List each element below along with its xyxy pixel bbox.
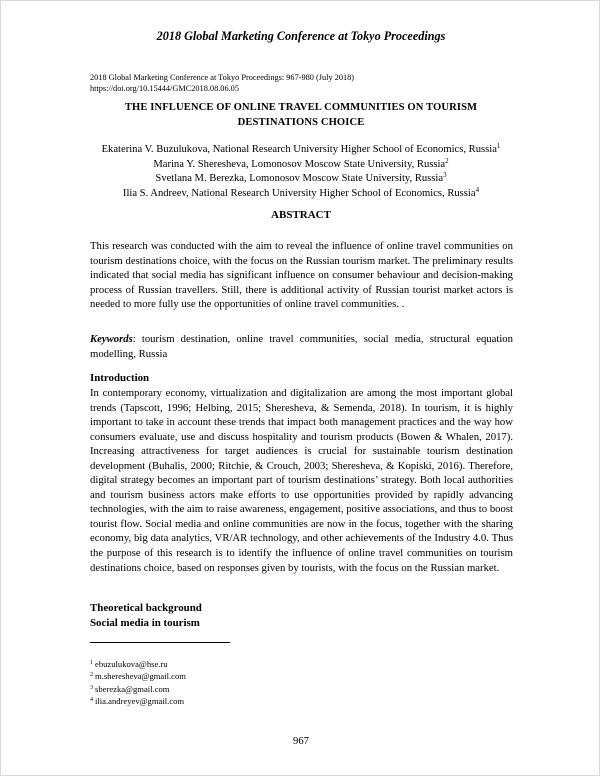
footnote-marker: 3 <box>443 171 447 180</box>
page-number: 967 <box>293 736 309 747</box>
abstract-heading: ABSTRACT <box>271 209 331 221</box>
footnote-email[interactable]: m.sheresheva@gmail.com <box>95 671 186 682</box>
theoretical-background-heading: Theoretical background <box>90 602 202 614</box>
citation-line: 2018 Global Marketing Conference at Tokyo Proceedings: 967-980 (July 2018) <box>90 73 355 82</box>
footnote-number: 2 <box>90 672 93 679</box>
footnote-number: 4 <box>90 696 93 703</box>
footnotes <box>90 658 186 707</box>
author-affiliation: Marina Y. Sheresheva, Lomonosov Moscow State University, Russia <box>153 158 446 170</box>
footnote <box>90 658 186 670</box>
author-affiliation: Ilia S. Andreev, National Research University Higher School of Economics, Russia <box>122 187 476 199</box>
footnote-number: 1 <box>90 660 93 666</box>
author-affiliation: Svetlana M. Berezka, Lomonosov Moscow State University, Russia <box>155 173 444 185</box>
footnote <box>90 683 186 695</box>
footnote-email[interactable]: ebuzulukova@hse.ru <box>95 659 168 669</box>
running-header: 2018 Global Marketing Conference at Tokyo Proceedings <box>156 29 446 43</box>
author-affiliation: Ekaterina V. Buzulukova, National Research University Higher School of Economics, Russia <box>101 144 497 155</box>
abstract-text: This research was conducted with the aim to reveal the influence of online travel communities on tourism destinations choice, with the focus on the Russian tourism market. The preliminary results indicated that social media has significant influence on consumer behaviour and decision-making process of Russian travellers. Still, there is additional activity of Russian tourist market actors is needed to more fully use the opportunities of online travel communities. . <box>90 240 513 311</box>
keywords-label: Keywords <box>90 333 133 345</box>
footnote <box>90 695 186 707</box>
footnote-number: 3 <box>90 684 93 691</box>
social-media-subheading: Social media in tourism <box>90 617 200 629</box>
author-line <box>61 172 541 187</box>
footnote-marker: 1 <box>496 142 501 150</box>
footnote-marker: 2 <box>445 156 449 165</box>
footnote-email[interactable]: ilia.andreyev@gmail.com <box>95 695 185 706</box>
paper-title-line: THE INFLUENCE OF ONLINE TRAVEL COMMUNITIES ON TOURISM <box>124 102 478 113</box>
keywords-text: : tourism destination, online travel communities, social media, structural equation modelling, Russia <box>90 333 513 360</box>
introduction-heading: Introduction <box>90 372 150 384</box>
doi-link[interactable]: https://doi.org/10.15444/GMC2018.08.06.05 <box>90 84 239 93</box>
citation-block <box>90 72 354 94</box>
footnote-divider <box>90 642 230 643</box>
paper-title <box>61 100 541 130</box>
paper-title-line: DESTINATIONS CHOICE <box>237 117 365 128</box>
footnote-email[interactable]: sberezka@gmail.com <box>95 683 170 694</box>
footnote-marker: 4 <box>475 185 480 194</box>
author-line <box>61 143 541 158</box>
author-line <box>61 158 541 173</box>
introduction-text: In contemporary economy, virtualization and digitalization are among the most important global trends (Tapscott, 1996; Helbing, 2015; Sheresheva, & Semenda, 2018). In tourism, it is highly important to take in account these trends that impact both management practices and the way how consumers evaluate, use and discuss hospitality and tourism products (Bowen & Whalen, 2017). Increasing attractiveness for target audiences is crucial for sustainable tourism destination development (Buhalis, 2000; Ritchie, & Crouch, 2003; Sheresheva, & Kopiski, 2016). Therefore, digital strategy becomes an important part of tourism destinations’ strategy. Both local authorities and tourism business actors make efforts to use opportunities provided by rapidly advancing technologies, with the aim to raise awareness, engagement, positive associations, and thus to boost tourist flow. Social media and online communities are now in the focus, together with the sharing economy, big data analytics, VR/AR technology, and other achievements of the Industry 4.0. Thus the purpose of this research is to identify the influence of online travel communities on tourism destinations choice, based on responses given by tourists, with the focus on the Russian market. <box>90 387 513 574</box>
author-line <box>61 187 541 202</box>
keywords-paragraph <box>90 332 513 361</box>
author-list <box>61 143 541 201</box>
footnote <box>90 670 186 682</box>
